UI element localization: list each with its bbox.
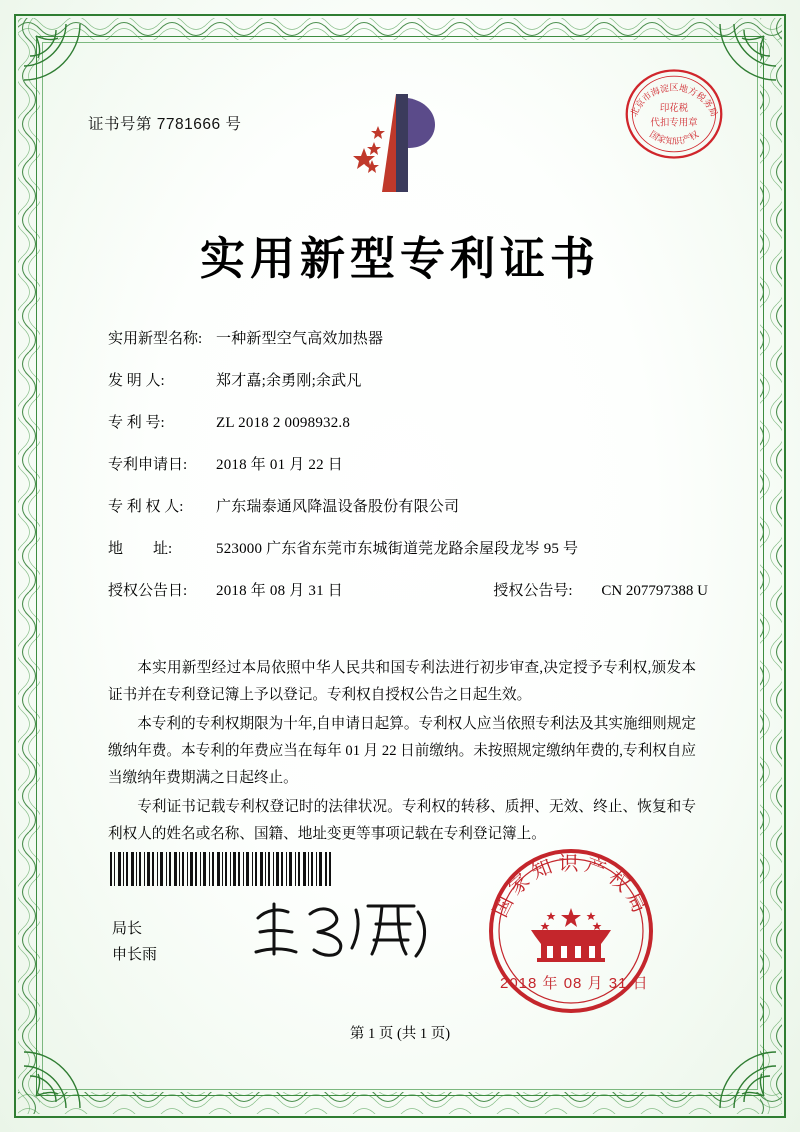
seal-center-line1: 印花税 (659, 104, 689, 115)
handwritten-signature (248, 892, 438, 968)
seal-arc-top: 北京市海淀区地方税务局 (628, 82, 720, 119)
field-value: 523000 广东省东莞市东城街道莞龙路余屋段龙岑 95 号 (216, 541, 579, 557)
seal-date: 2018 年 08 月 31 日 (500, 975, 649, 992)
field-label: 专 利 号: (108, 415, 165, 431)
director-title-label: 局长 (112, 921, 143, 937)
field-value: 2018 年 01 月 22 日 (216, 457, 343, 473)
grant-number-label: 授权公告号: (493, 583, 573, 599)
legal-text (108, 655, 696, 850)
grant-date-value: 2018 年 08 月 31 日 (216, 583, 343, 599)
field-label: 实用新型名称: (108, 331, 203, 347)
field-value: 郑才嚞;余勇刚;余武凡 (216, 373, 362, 389)
svg-text:国家知识产权 (648, 128, 701, 146)
grant-number-value: CN 207797388 U (601, 583, 708, 599)
seal-arc-bottom: 国家知识产权 (647, 128, 701, 147)
field-label: 专利申请日: (108, 457, 188, 473)
field-inventor (108, 370, 708, 392)
field-list (108, 328, 708, 602)
cnipa-logo (336, 88, 454, 198)
field-value: 广东瑞泰通风降温设备股份有限公司 (216, 499, 460, 515)
field-value: 一种新型空气高效加热器 (216, 331, 384, 347)
field-address (108, 538, 708, 560)
grant-date-label: 授权公告日: (108, 583, 188, 599)
tax-stamp-seal (622, 62, 726, 166)
barcode (110, 852, 332, 886)
field-patentee (108, 496, 708, 518)
page-title: 实用新型专利证书 (199, 232, 600, 285)
paragraph-3: 专利证书记载专利权登记时的法律状况。专利权的转移、质押、无效、终止、恢复和专利权人的姓名或名称、国籍、地址变更等事项记载在专利登记簿上。 (108, 799, 696, 842)
seal-text: 国家知识产权局 (489, 853, 653, 921)
page-footer: 第 1 页 (共 1 页) (349, 1026, 451, 1042)
paragraph-2: 本专利的专利权期限为十年,自申请日起算。专利权人应当依照专利法及其实施细则规定缴纳年费。本专利的年费应当在每年 01 月 22 日前缴纳。未按照规定缴纳年费的,专利权自应当缴纳年费期满之日起终止。 (108, 716, 696, 786)
field-utility-model-name (108, 328, 708, 350)
certificate-number: 证书号第 7781666 号 (88, 116, 242, 133)
field-label: 专 利 权 人: (108, 499, 184, 515)
seal-center-line2: 代扣专用章 (650, 118, 698, 129)
paragraph-1: 本实用新型经过本局依照中华人民共和国专利法进行初步审查,决定授予专利权,颁发本证书并在专利登记簿上予以登记。专利权自授权公告之日起生效。 (108, 660, 696, 703)
field-value: ZL 2018 2 0098932.8 (216, 415, 351, 431)
field-label: 地 址: (108, 541, 173, 557)
field-application-date (108, 454, 708, 476)
director-name-label: 申长雨 (112, 947, 158, 963)
field-label: 发 明 人: (108, 373, 165, 389)
field-grant-announcement (108, 580, 708, 602)
field-patent-number (108, 412, 708, 434)
signature-labels (112, 916, 157, 968)
